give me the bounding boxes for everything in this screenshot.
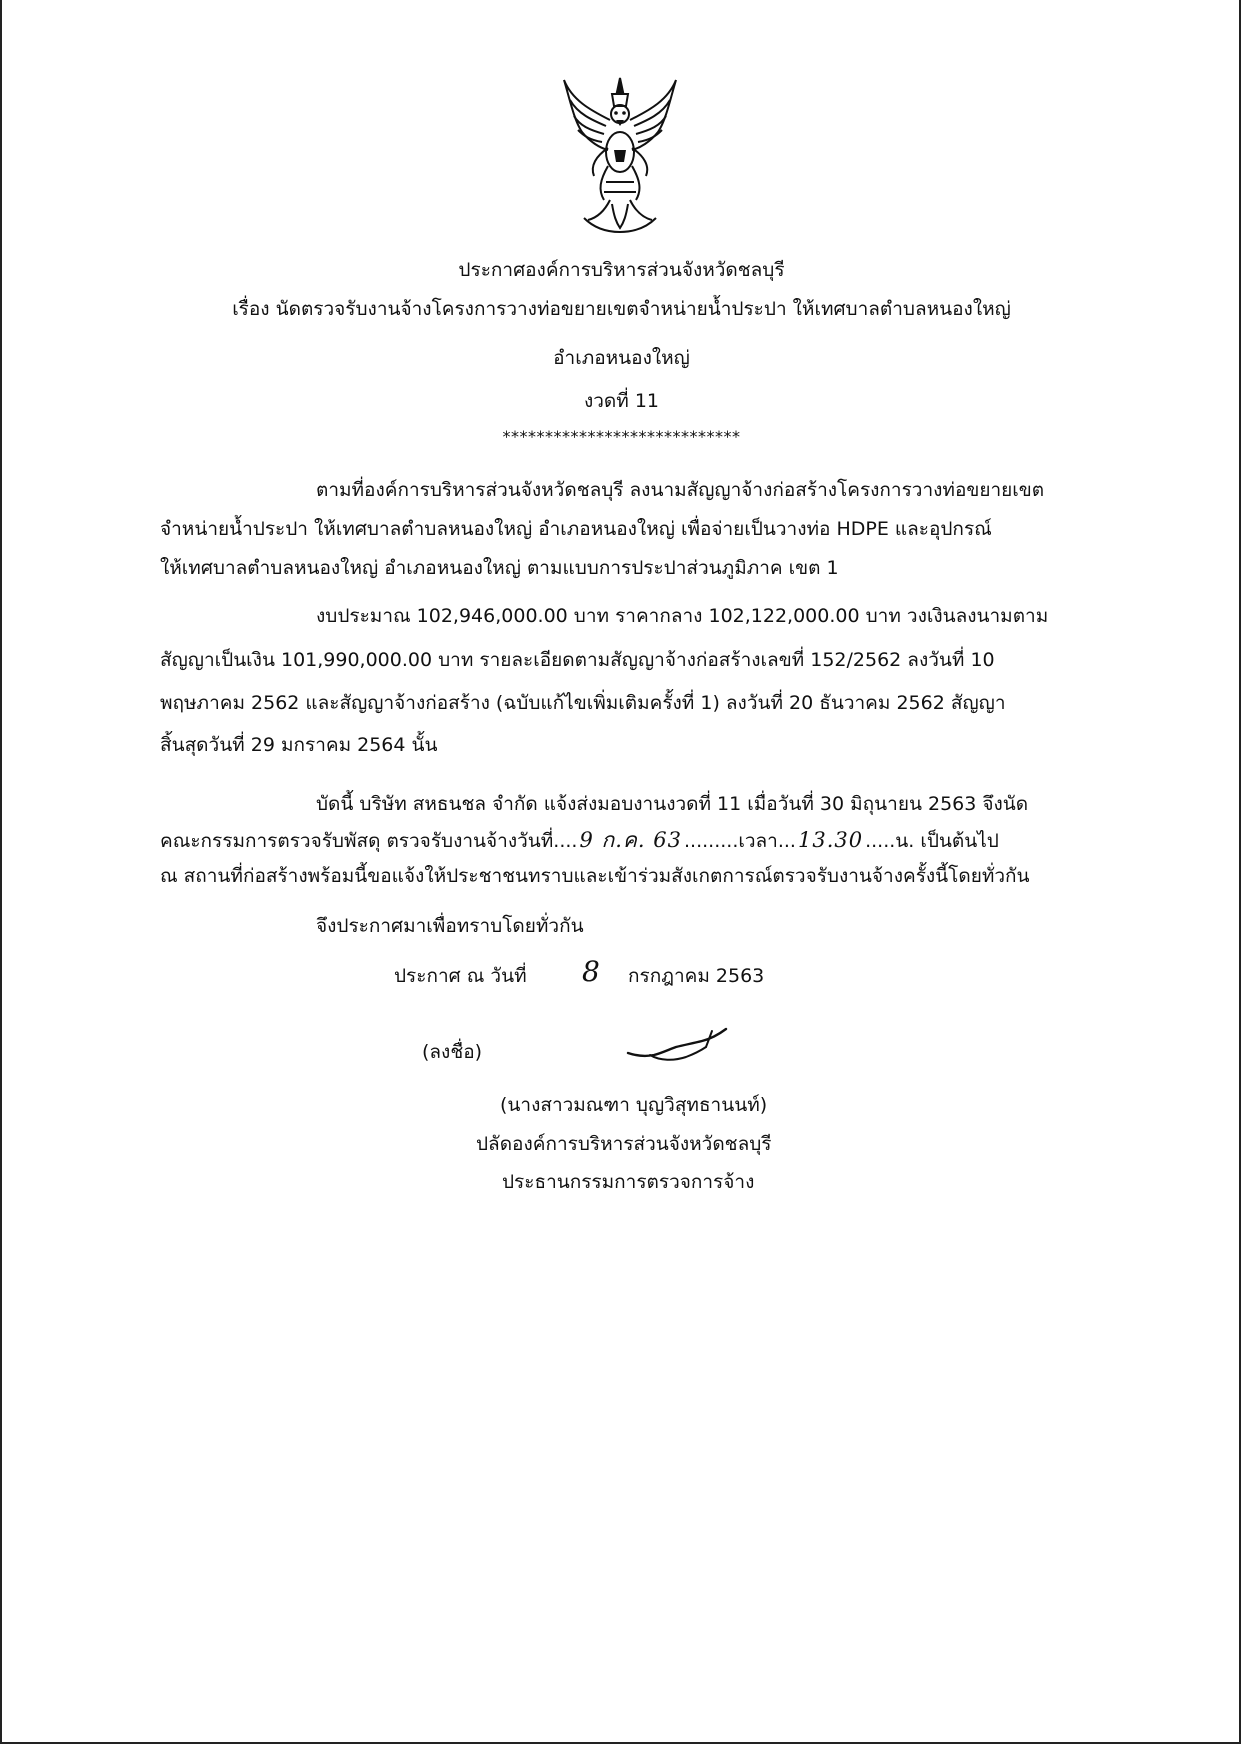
inspection-date: 9 ก.ค. 63 [579, 828, 682, 852]
p1-line-3: ให้เทศบาลตำบลหนองใหญ่ อำเภอหนองใหญ่ ตามแบบการประปาส่วนภูมิภาค เขต 1 [160, 557, 839, 579]
p3-line-2-text-c: น. เป็นต้นไป [895, 830, 999, 852]
subject-line: เรื่อง นัดตรวจรับงานจ้างโครงการวางท่อขยายเขตจำหน่ายน้ำประปา ให้เทศบาลตำบลหนองใหญ่ [232, 298, 1011, 320]
dateline-prefix: ประกาศ ณ วันที่ [394, 965, 527, 987]
district-line: อำเภอหนองใหญ่ [553, 347, 690, 369]
inspection-time: 13.30 [797, 828, 864, 852]
handwritten-signature-icon [620, 1025, 730, 1070]
announce-line: จึงประกาศมาเพื่อทราบโดยทั่วกัน [316, 915, 584, 937]
signature-label: (ลงชื่อ) [422, 1041, 483, 1063]
signatory-name: (นางสาวมณฑา บุญวิสุทธานนท์) [500, 1094, 768, 1116]
p3-line-2: คณะกรรมการตรวจรับพัสดุ ตรวจรับงานจ้างวันที่....9 ก.ค. 63 .........เวลา...13.30 .....น. เป็นต้นไป [160, 828, 999, 852]
p1-line-1: ตามที่องค์การบริหารส่วนจังหวัดชลบุรี ลงนามสัญญาจ้างก่อสร้างโครงการวางท่อขยายเขต [316, 479, 1045, 501]
p2-line-1: งบประมาณ 102,946,000.00 บาท ราคากลาง 102,122,000.00 บาท วงเงินลงนามตาม [316, 605, 1049, 627]
p3-line-3: ณ สถานที่ก่อสร้างพร้อมนี้ขอแจ้งให้ประชาชนทราบและเข้าร่วมสังเกตการณ์ตรวจรับงานจ้างครั้งนี้โดยทั่วกัน [160, 865, 1030, 887]
installment-line: งวดที่ 11 [583, 390, 660, 412]
separator: **************************** [502, 427, 741, 446]
garuda-emblem-icon [560, 70, 680, 235]
p2-line-3: พฤษภาคม 2562 และสัญญาจ้างก่อสร้าง (ฉบับแก้ไขเพิ่มเติมครั้งที่ 1) ลงวันที่ 20 ธันวาคม 2562 สัญญา [160, 692, 1006, 714]
signatory-role: ประธานกรรมการตรวจการจ้าง [502, 1171, 755, 1193]
org-title: ประกาศองค์การบริหารส่วนจังหวัดชลบุรี [458, 259, 785, 281]
p2-line-2: สัญญาเป็นเงิน 101,990,000.00 บาท รายละเอียดตามสัญญาจ้างก่อสร้างเลขที่ 152/2562 ลงวันที่ 10 [160, 649, 995, 671]
announce-day: 8 [582, 955, 601, 988]
p3-line-2-text-b: เวลา [738, 830, 778, 852]
dateline-month-year: กรกฎาคม 2563 [628, 965, 765, 987]
p2-line-4: สิ้นสุดวันที่ 29 มกราคม 2564 นั้น [160, 734, 438, 756]
p3-line-1: บัดนี้ บริษัท สหธนชล จำกัด แจ้งส่งมอบงานงวดที่ 11 เมื่อวันที่ 30 มิถุนายน 2563 จึงนัด [316, 793, 1029, 815]
p1-line-2: จำหน่ายน้ำประปา ให้เทศบาลตำบลหนองใหญ่ อำเภอหนองใหญ่ เพื่อจ่ายเป็นวางท่อ HDPE และอุปกรณ์ [160, 518, 992, 540]
p3-line-2-text-a: คณะกรรมการตรวจรับพัสดุ ตรวจรับงานจ้างวันที่ [160, 830, 554, 852]
signatory-position: ปลัดองค์การบริหารส่วนจังหวัดชลบุรี [476, 1133, 772, 1155]
